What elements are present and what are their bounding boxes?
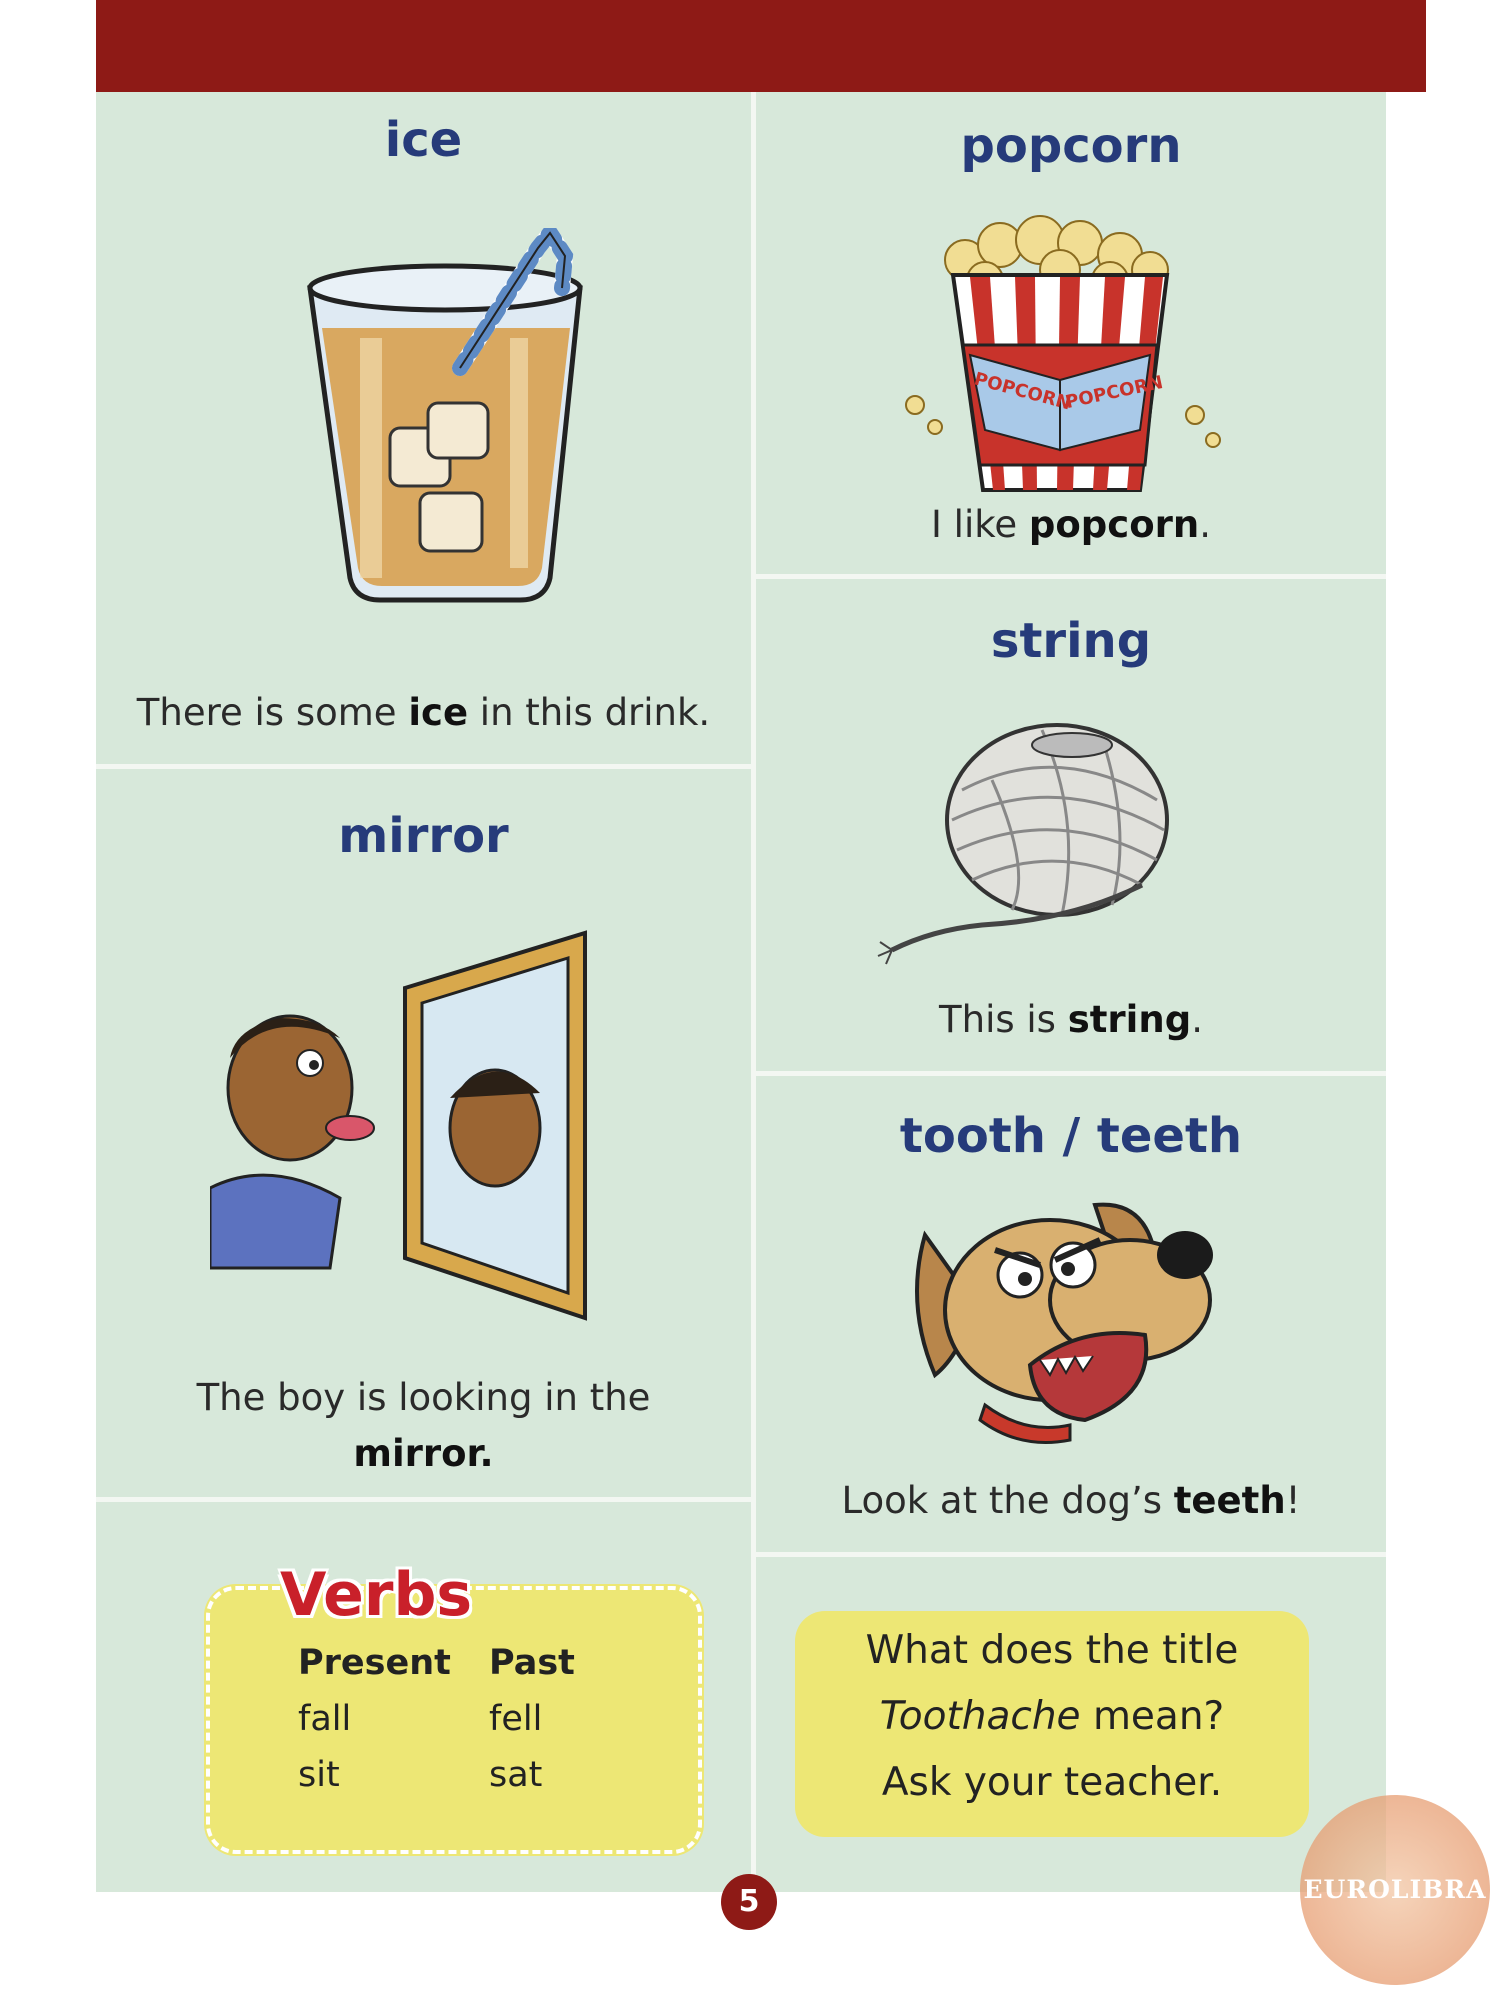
header-band [96,0,1426,92]
string-title: string [990,613,1152,669]
string-caption-end: . [1191,998,1203,1041]
popcorn-caption-end: . [1199,503,1211,546]
verb-past-1: fell [489,1699,543,1739]
ice-caption-end: in this drink. [468,691,711,734]
divider-mirror-verbs [96,1497,751,1502]
question-line1: What does the title [865,1628,1239,1673]
ice-title: ice [384,112,463,168]
tooth-caption [756,1473,1386,1529]
watermark-text: EUROLIBRA [1303,1875,1487,1904]
question-line3: Ask your teacher. [881,1760,1223,1805]
string-caption-keyword: string [1067,998,1192,1041]
verb-present-2: sit [298,1755,340,1795]
popcorn-caption-keyword: popcorn [1028,503,1200,546]
ice-caption-keyword: ice [408,691,469,734]
mirror-caption-line1: The boy is looking in the [196,1376,651,1419]
question-line2 [795,1694,1309,1739]
string-caption [756,992,1386,1048]
ice-caption-text: There is some [136,691,409,734]
popcorn-box-label-right: POPCORN [1063,371,1165,414]
page-number: 5 [721,1874,777,1930]
ice-caption [96,685,751,741]
string-caption-text: This is [939,998,1068,1041]
tooth-title: tooth / teeth [899,1108,1243,1164]
tooth-caption-text: Look at the dog’s [841,1479,1174,1522]
verbs-title: Verbs [280,1560,473,1630]
boy-looking-in-mirror-illustration [210,928,600,1328]
glass-of-iced-drink-illustration [300,228,590,608]
mirror-caption-keyword: mirror. [353,1431,494,1475]
question-line2-rest: mean? [1080,1694,1225,1739]
tooth-caption-keyword: teeth [1173,1479,1286,1522]
verb-present-1: fall [298,1699,352,1739]
book-spine-margin [0,0,96,2000]
mirror-title: mirror [338,808,509,864]
tooth-caption-end: ! [1285,1479,1301,1522]
divider-string-tooth [756,1071,1386,1076]
popcorn-caption [756,497,1386,553]
popcorn-box-illustration [895,215,1225,495]
divider-ice-mirror [96,764,751,769]
popcorn-title: popcorn [960,118,1182,174]
ball-of-string-illustration [872,720,1202,970]
angry-dog-illustration [905,1195,1225,1465]
question-title-italic: Toothache [879,1694,1081,1739]
popcorn-box-label-left: POPCORN [971,368,1074,415]
verbs-header-past: Past [489,1643,575,1683]
divider-tooth-question [756,1552,1386,1557]
verb-past-2: sat [489,1755,543,1795]
verbs-header-present: Present [298,1643,451,1683]
mirror-caption [96,1370,751,1481]
divider-popcorn-string [756,574,1386,579]
popcorn-caption-text: I like [931,503,1029,546]
